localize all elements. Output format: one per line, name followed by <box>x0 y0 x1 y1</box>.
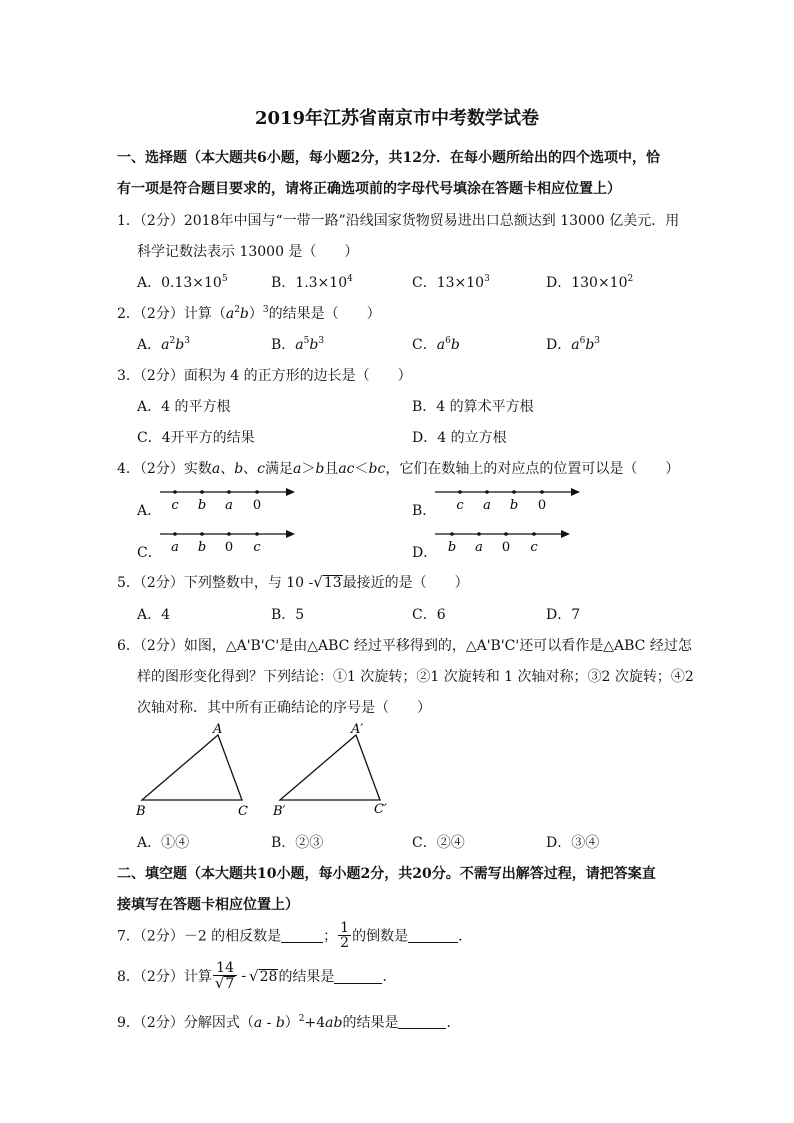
label-b: B <box>136 804 146 819</box>
number-line-b <box>430 484 590 514</box>
number-line-c <box>155 526 305 556</box>
axis-d-label-4: c <box>530 540 538 555</box>
q3-option-a: A．4 的平方根 <box>137 399 231 415</box>
q6-option-d: D．③④ <box>546 835 600 851</box>
axis-d-label-1: b <box>447 540 457 555</box>
axis-a-label-2: b <box>197 498 207 513</box>
q2-option-b: B．$a^5b^3$ <box>271 336 325 353</box>
q3-option-c: C．4开平方的结果 <box>137 430 255 446</box>
q9-stem: 9．（2分）分解因式（a - b）$^2$+4ab的结果是 ． <box>117 1014 461 1031</box>
q1-option-a: A．$0.13\times 10^5$ <box>137 274 228 291</box>
q4-option-a-letter: A． <box>137 503 162 519</box>
q8-den-radicand: 7 <box>225 976 235 992</box>
axis-b-label-4: 0 <box>537 498 547 513</box>
q1-option-b: B．$1.3\times 10^4$ <box>271 274 353 291</box>
axis-b-label-3: b <box>509 498 519 513</box>
q2-stem: 2．（2分）计算$(a^2b)^3$的结果是（ ） <box>117 305 381 322</box>
q5-option-a: A．4 <box>137 607 171 623</box>
q2-option-d: D．$a^6b^3$ <box>546 336 601 353</box>
triangle-a-prime-b-prime-c-prime <box>280 735 380 800</box>
axis-a-label-1: c <box>171 498 179 513</box>
q1-stem-line2: 科学记数法表示 13000 是（ ） <box>137 244 359 260</box>
axis-c-label-3: 0 <box>224 540 234 555</box>
q2-option-a: A．$a^2b^3$ <box>137 336 190 353</box>
q6-option-c: C．②④ <box>412 835 465 851</box>
section1-heading-line2: 有一项是符合题目要求的，请将正确选项前的字母代号填涂在答题卡相应位置上） <box>117 181 621 197</box>
q7-frac-den: 2 <box>340 935 350 951</box>
q3-option-b: B．4 的算术平方根 <box>412 399 534 415</box>
axis-b-label-2: a <box>483 498 491 513</box>
q8-blank[interactable] <box>334 969 382 984</box>
page-title: 2019年江苏省南京市中考数学试卷 <box>254 108 540 129</box>
q5-option-b: B．5 <box>271 607 305 623</box>
axis-c-label-4: c <box>253 540 261 555</box>
q3-stem: 3．（2分）面积为 4 的正方形的边长是（ ） <box>117 368 412 384</box>
q5-radicand: 13 <box>323 575 342 591</box>
axis-c-label-1: a <box>171 540 179 555</box>
number-line-a <box>155 484 305 514</box>
q6-option-b: B．②③ <box>271 835 324 851</box>
axis-c-label-2: b <box>197 540 207 555</box>
q8-frac-num: 14 <box>213 961 237 976</box>
q5-stem: 5．（2分）下列整数中，与 10 -√13最接近的是（ ） <box>117 573 469 591</box>
q4-option-b-letter: B． <box>412 503 437 519</box>
axis-a-label-3: a <box>225 498 233 513</box>
q6-stem-line3: 次轴对称．其中所有正确结论的序号是（ ） <box>137 700 431 716</box>
q7-blank-2[interactable] <box>408 928 458 943</box>
q7-blank-1[interactable] <box>281 928 323 943</box>
q7-stem: 7．（2分）－2 的相反数是 ； $\frac{1}{2}$ 的倒数是 ． <box>117 920 473 951</box>
triangle-abc <box>142 735 242 800</box>
q6-stem-line2: 样的图形变化得到？下列结论：①1 次旋转；②1 次旋转和 1 次轴对称；③2 次旋转；④2 <box>137 669 694 685</box>
q6-option-a: A．①④ <box>137 835 190 851</box>
axis-b-label-1: c <box>456 498 464 513</box>
axis-d-label-3: 0 <box>501 540 511 555</box>
q3-option-d: D．4 的立方根 <box>412 430 507 446</box>
q5-option-d: D．7 <box>546 607 581 623</box>
q9-blank[interactable] <box>398 1014 446 1029</box>
q1-option-d: D．$130\times 10^2$ <box>546 274 634 291</box>
q4-stem: 4．（2分）实数a、b、c满足a＞b且ac＜bc，它们在数轴上的对应点的位置可以是（ ） <box>117 461 680 477</box>
label-a: A <box>213 722 223 737</box>
q6-stem-line1: 6．（2分）如图，△A'B'C'是由△ABC 经过平移得到的，△A'B'C'还可以看作是△ABC 经过怎 <box>117 638 692 654</box>
q6-triangles-figure <box>130 722 410 822</box>
q5-option-c: C．6 <box>412 607 446 623</box>
section1-heading-line1: 一、选择题（本大题共6小题，每小题2分，共12分．在每小题所给出的四个选项中，恰 <box>117 150 660 166</box>
q1-option-c: C．$13\times 10^3$ <box>412 274 490 291</box>
q1-stem-line1: 1．（2分）2018年中国与“一带一路”沿线国家货物贸易进出口总额达到 13000 亿美元．用 <box>117 213 680 229</box>
section2-heading-line2: 接填写在答题卡相应位置上） <box>117 897 299 913</box>
axis-d-label-2: a <box>475 540 483 555</box>
label-c: C <box>238 804 248 819</box>
section2-heading-line1: 二、填空题（本大题共10小题，每小题2分，共20分。不需写出解答过程，请把答案直 <box>117 866 656 882</box>
label-c-prime: C′ <box>374 802 387 817</box>
q8-radicand: 28 <box>259 968 278 985</box>
q2-option-c: C．$a^6b$ <box>412 336 460 353</box>
q4-option-d-letter: D． <box>412 545 438 561</box>
label-b-prime: B′ <box>273 804 286 819</box>
label-a-prime: A′ <box>351 722 364 737</box>
q8-stem: 8．（2分）计算 $\frac{14}{√7}$ - √28的结果是 ． <box>117 960 397 992</box>
axis-a-label-4: 0 <box>252 498 262 513</box>
q7-frac-num: 1 <box>340 920 350 936</box>
q4-option-c-letter: C． <box>137 545 162 561</box>
number-line-d <box>430 526 590 556</box>
